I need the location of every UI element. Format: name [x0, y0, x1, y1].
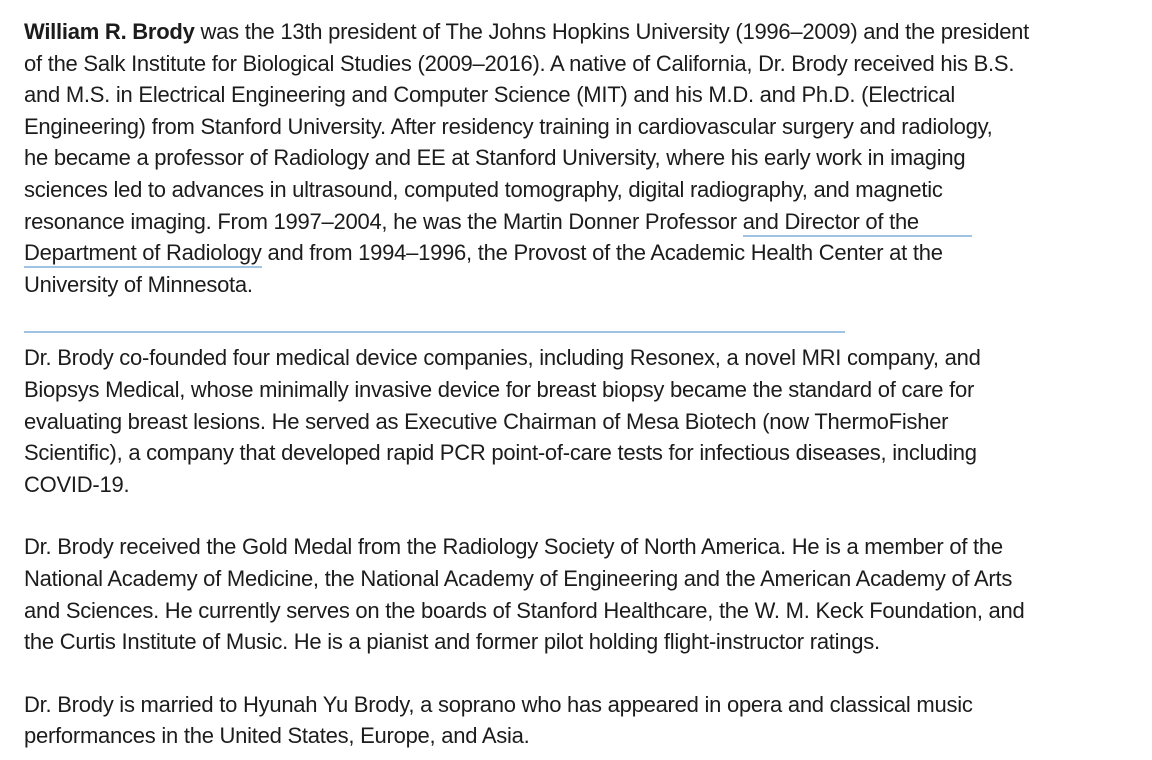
paragraph-divider	[24, 331, 845, 333]
text-line	[24, 174, 1128, 206]
text-segment: evaluating breast lesions. He served as Executive Chairman of Mesa Biotech (now ThermoFisher	[24, 408, 949, 434]
underlined-text: and Director of the	[743, 209, 972, 237]
text-line	[24, 206, 1128, 238]
text-segment: National Academy of Medicine, the National Academy of Engineering and the American Academy of Arts	[24, 565, 1013, 591]
text-segment: was the 13th president of The Johns Hopkins University (1996–2009) and the president	[194, 19, 1030, 44]
text-segment: sciences led to advances in ultrasound, computed tomography, digital radiography, and magnetic	[24, 176, 943, 202]
text-segment: Dr. Brody received the Gold Medal from the Radiology Society of North America. He is a member of the	[24, 534, 1003, 560]
text-line	[24, 595, 1128, 627]
text-segment: Biopsys Medical, whose minimally invasive device for breast biopsy became the standard of care for	[24, 376, 975, 402]
text-line	[24, 437, 1128, 469]
text-segment: Scientific), a company that developed rapid PCR point-of-care tests for infectious diseases, including	[24, 440, 977, 466]
text-line	[24, 111, 1128, 143]
text-line	[24, 469, 1128, 501]
text-segment: Dr. Brody co-founded four medical device companies, including Resonex, a novel MRI company, and	[24, 345, 981, 371]
paragraph-4	[24, 689, 1128, 752]
paragraph-1	[24, 16, 1128, 300]
text-line	[24, 79, 1128, 111]
text-line	[24, 406, 1128, 438]
paragraph-3	[24, 531, 1128, 657]
text-line	[24, 563, 1128, 595]
text-segment: of the Salk Institute for Biological Studies (2009–2016). A native of California, Dr. Brody received his B.S.	[24, 50, 1015, 76]
text-line	[24, 48, 1128, 80]
text-line	[24, 269, 1128, 301]
text-segment: resonance imaging. From 1997–2004, he was the Martin Donner Professor	[24, 208, 743, 234]
text-segment: the Curtis Institute of Music. He is a pianist and former pilot holding flight-instructor ratings.	[24, 629, 880, 655]
text-segment: COVID-19.	[24, 471, 130, 497]
text-line	[24, 16, 1128, 48]
text-segment: performances in the United States, Europe, and Asia.	[24, 723, 530, 749]
underlined-text: Department of Radiology	[24, 240, 262, 268]
text-segment: Engineering) from Stanford University. After residency training in cardiovascular surgery and radiology,	[24, 113, 993, 139]
text-line	[24, 720, 1128, 752]
text-segment: Dr. Brody is married to Hyunah Yu Brody, a soprano who has appeared in opera and classical music	[24, 691, 973, 717]
text-segment: he became a professor of Radiology and EE at Stanford University, where his early work in imaging	[24, 145, 966, 171]
text-segment: University of Minnesota.	[24, 271, 253, 297]
text-line	[24, 626, 1128, 658]
text-line	[24, 689, 1128, 721]
text-line	[24, 374, 1128, 406]
text-segment: and from 1994–1996, the Provost of the Academic Health Center at the	[261, 240, 943, 266]
text-line	[24, 237, 1128, 269]
text-line	[24, 531, 1128, 563]
paragraph-2	[24, 342, 1128, 500]
person-name-bold: William R. Brody	[24, 19, 195, 44]
text-line	[24, 342, 1128, 374]
text-segment: and Sciences. He currently serves on the boards of Stanford Healthcare, the W. M. Keck Foundation, and	[24, 597, 1025, 623]
text-line	[24, 142, 1128, 174]
text-segment: and M.S. in Electrical Engineering and Computer Science (MIT) and his M.D. and Ph.D. (Electrical	[24, 82, 955, 108]
